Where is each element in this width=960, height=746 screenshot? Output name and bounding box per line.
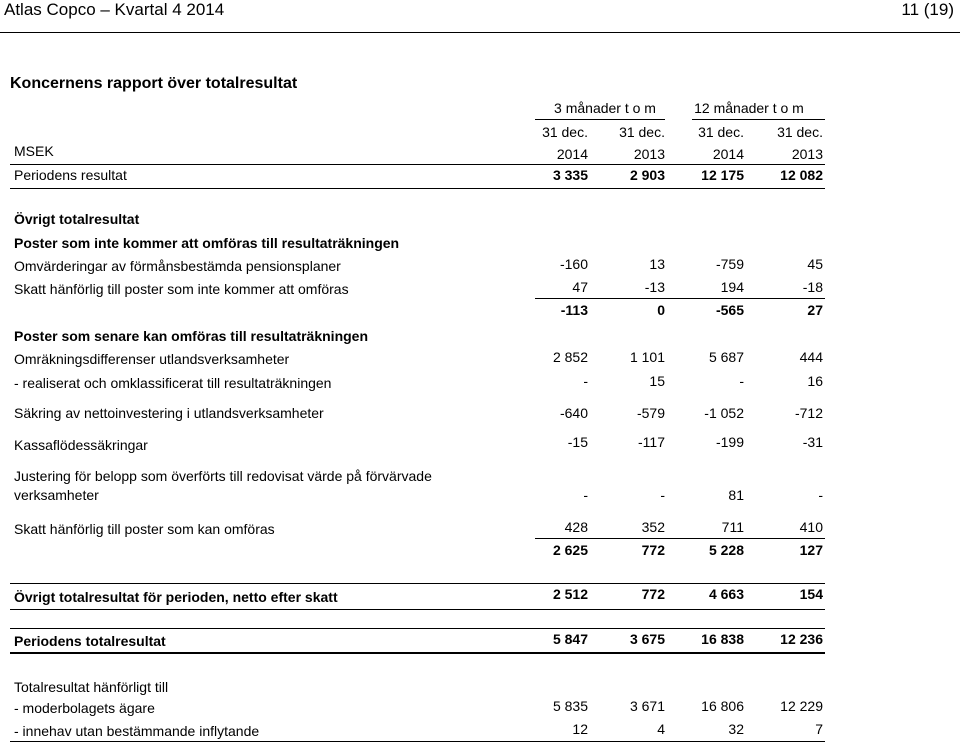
subtotal-value: 0 [657,302,665,318]
row-value: 5 687 [708,349,744,365]
row-value: 81 [728,487,744,503]
row-value: -640 [559,405,588,421]
total-value: 4 663 [708,586,744,602]
row-value: 12 229 [780,698,823,714]
unit-label: MSEK [14,143,54,159]
table-header-divider [10,164,825,165]
row-value: -18 [802,279,823,295]
row-divider [10,583,825,584]
total-value: 16 838 [701,631,744,647]
total-value: 5 847 [552,631,588,647]
subtotal-value: -113 [560,302,588,318]
row-label: Periodens totalresultat [14,633,166,649]
row-value: -1 052 [704,405,744,421]
row-label: Skatt hänförlig till poster som inte kommer att omföras [14,281,349,297]
row-value: -31 [802,434,823,450]
row-value: 15 [649,373,665,389]
row-value: -160 [559,256,588,272]
row-label: Justering för belopp som överförts till redovisat värde på förvärvade [14,468,432,484]
row-divider [10,609,825,610]
row-value: 1 101 [629,349,665,365]
report-title: Koncernens rapport över totalresultat [10,75,298,92]
row-value: - [660,487,665,503]
column-date: 31 dec. [698,124,744,140]
row-label: - innehav utan bestämmande inflytande [14,723,260,739]
row-value: 410 [799,519,823,535]
row-value: 32 [728,721,744,737]
row-value: 12 175 [701,167,744,183]
row-label: Övrigt totalresultat för perioden, netto efter skatt [14,589,338,605]
total-value: 12 236 [780,631,823,647]
column-group-underline [692,119,825,120]
row-value: - [818,487,823,503]
section-heading: Övrigt totalresultat [14,211,140,227]
row-value: 711 [721,519,744,535]
subtotal-value: -565 [715,302,744,318]
row-value: 5 835 [552,698,588,714]
row-value: 194 [720,279,744,295]
row-value: -199 [715,434,744,450]
row-value: 2 903 [629,167,665,183]
row-value: 47 [572,279,588,295]
report-header-company-period: Atlas Copco – Kvartal 4 2014 [4,0,225,19]
section-heading: Totalresultat hänförligt till [14,679,169,695]
column-date: 31 dec. [542,124,588,140]
column-year: 2013 [791,146,823,162]
section-subheading: Poster som senare kan omföras till resultaträkningen [14,328,369,344]
row-value: 3 671 [629,698,665,714]
row-value: 16 806 [701,698,744,714]
row-label: - moderbolagets ägare [14,700,155,716]
subtotal-value: 772 [641,542,665,558]
row-value: 7 [815,721,823,737]
subtotal-divider [535,298,825,299]
row-label: Periodens resultat [14,167,127,183]
column-year: 2014 [556,146,588,162]
row-value: 444 [799,349,823,365]
row-value: -15 [567,434,588,450]
subtotal-divider [535,538,825,539]
row-value: 3 335 [552,167,588,183]
column-group-3-months: 3 månader t o m [554,100,656,116]
row-value: 2 852 [552,349,588,365]
row-value: -579 [636,405,665,421]
row-label: Skatt hänförlig till poster som kan omföras [14,521,275,537]
row-value: 428 [564,519,588,535]
section-subheading: Poster som inte kommer att omföras till resultaträkningen [14,235,400,251]
table-bottom-divider [10,741,825,742]
total-value: 3 675 [629,631,665,647]
row-value: - [739,373,744,389]
column-year: 2014 [712,146,744,162]
row-label-continued: verksamheter [14,487,99,503]
total-value: 772 [641,586,665,602]
row-divider [10,652,825,654]
row-value: 13 [649,256,665,272]
row-value: - [583,487,588,503]
subtotal-value: 2 625 [552,542,588,558]
row-value: 16 [807,373,823,389]
row-divider [10,188,825,189]
total-value: 154 [799,586,823,602]
row-value: -13 [644,279,665,295]
row-label: Omräkningsdifferenser utlandsverksamheter [14,351,290,367]
row-value: 45 [807,256,823,272]
row-label: Omvärderingar av förmånsbestämda pensionsplaner [14,258,341,274]
row-value: 352 [641,519,665,535]
column-date: 31 dec. [777,124,823,140]
row-label: - realiserat och omklassificerat till resultaträkningen [14,375,332,391]
row-label: Säkring av nettoinvestering i utlandsverksamheter [14,405,324,421]
row-divider [10,628,825,629]
row-value: -712 [794,405,823,421]
subtotal-value: 127 [799,542,823,558]
column-group-12-months: 12 månader t o m [694,100,804,116]
row-value: 12 [572,721,588,737]
row-value: -759 [715,256,744,272]
column-year: 2013 [633,146,665,162]
row-label: Kassaflödessäkringar [14,437,148,453]
row-value: - [583,373,588,389]
column-group-underline [535,119,665,120]
subtotal-value: 27 [807,302,823,318]
row-value: 4 [657,721,665,737]
total-value: 2 512 [552,586,588,602]
column-date: 31 dec. [619,124,665,140]
row-value: -117 [638,434,665,450]
subtotal-value: 5 228 [708,542,744,558]
page-number: 11 (19) [901,0,954,19]
header-divider [0,32,960,33]
row-value: 12 082 [780,167,823,183]
